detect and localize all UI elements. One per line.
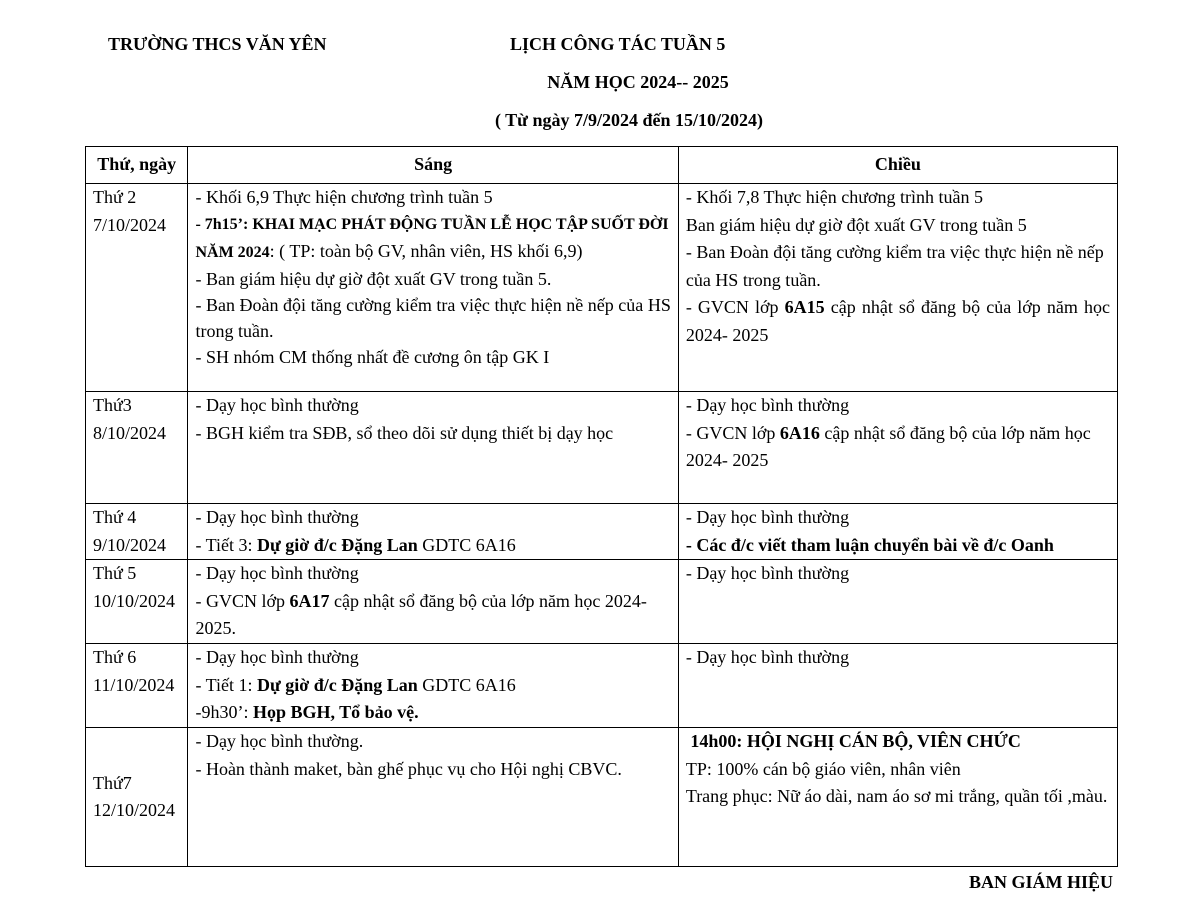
afternoon-item [686, 294, 1110, 349]
event-detail: : ( TP: toàn bộ GV, nhân viên, HS khối 6,9) [269, 241, 583, 261]
afternoon-cell [678, 560, 1117, 644]
school-name: TRƯỜNG THCS VĂN YÊN [108, 34, 327, 54]
morning-cell [188, 560, 678, 644]
afternoon-item: - Dạy học bình thường [685, 647, 850, 667]
date-range: ( Từ ngày 7/9/2024 đến 15/10/2024) [495, 110, 763, 130]
morning-cell [188, 504, 678, 560]
day-date: 11/10/2024 [93, 674, 175, 695]
morning-item [195, 699, 670, 727]
morning-item: - Dạy học bình thường [195, 507, 359, 527]
day-cell [86, 504, 188, 560]
day-date: 12/10/2024 [93, 800, 176, 820]
day-label: Thứ 2 [93, 187, 137, 207]
header-afternoon: Chiều [678, 147, 1117, 184]
afternoon-item: - Ban Đoàn đội tăng cường kiểm tra việc thực hiện nề nếp của HS trong tuần. [685, 242, 1104, 290]
afternoon-item: - Dạy học bình thường [685, 395, 850, 415]
morning-cell [188, 184, 678, 392]
afternoon-item: Trang phục: Nữ áo dài, nam áo sơ mi trắng, quần tối ,màu. [685, 786, 1108, 806]
document-title: LỊCH CÔNG TÁC TUẦN 5 [510, 34, 726, 54]
morning-item: - Dạy học bình thường [195, 647, 359, 667]
item-text: - GVCN lớp [685, 422, 780, 443]
table-row [86, 644, 1118, 728]
day-cell [86, 392, 188, 504]
table-row [86, 392, 1118, 504]
day-cell [86, 728, 188, 867]
day-date: 7/10/2024 [93, 214, 167, 235]
morning-item: - Hoàn thành maket, bàn ghế phục vụ cho Hội nghị CBVC. [195, 758, 622, 779]
afternoon-item: - Các đ/c viết tham luận chuyển bài về đ/c Oanh [685, 534, 1054, 555]
item-text: cập nhật sổ đăng bộ của lớp năm học 2024- 2025 [685, 422, 1091, 470]
item-text: -9h30’: [195, 702, 253, 722]
afternoon-cell [678, 728, 1117, 867]
afternoon-item: - Khối 7,8 Thực hiện chương trình tuần 5 [685, 187, 983, 207]
afternoon-item: - Dạy học bình thường [685, 563, 850, 583]
morning-item: - Dạy học bình thường [195, 395, 359, 415]
class-code: 6A16 [779, 422, 820, 443]
event-title: - 7h15’: KHAI MẠC PHÁT ĐỘNG TUẦN LỄ HỌC TẬP SUỐT ĐỜI NĂM 2024 [195, 216, 669, 261]
table-row [86, 560, 1118, 644]
day-date: 8/10/2024 [93, 422, 167, 443]
morning-item [195, 588, 670, 643]
class-code: 6A17 [289, 590, 330, 611]
item-text: - GVCN lớp [685, 297, 785, 317]
day-label: Thứ3 [93, 395, 132, 415]
day-cell [86, 560, 188, 644]
afternoon-item [686, 420, 1110, 475]
signature-block: BAN GIÁM HIỆU [968, 872, 1113, 892]
item-text: GDTC 6A16 [417, 674, 516, 695]
day-cell [86, 644, 188, 728]
morning-item [195, 210, 670, 266]
meeting-note: Họp BGH, Tổ bảo vệ. [252, 702, 419, 722]
day-date: 10/10/2024 [93, 590, 176, 611]
school-year: NĂM HỌC 2024-- 2025 [547, 72, 729, 92]
conference-title: 14h00: HỘI NGHỊ CÁN BỘ, VIÊN CHỨC [685, 731, 1021, 751]
item-text: cập nhật sổ đăng bộ của lớp năm học 2024- 2025. [195, 590, 647, 638]
morning-item: - Ban Đoàn đội tăng cường kiểm tra việc thực hiện nề nếp của HS trong tuần. [195, 295, 671, 341]
morning-cell [188, 392, 678, 504]
day-date: 9/10/2024 [93, 534, 167, 555]
morning-item: - Khối 6,9 Thực hiện chương trình tuần 5 [195, 187, 493, 207]
table-row [86, 728, 1118, 867]
morning-item: - BGH kiểm tra SĐB, sổ theo dõi sử dụng thiết bị dạy học [195, 422, 614, 443]
item-text: cập nhật sổ đăng bộ của lớp năm học 2024- 2025 [685, 297, 1110, 345]
item-text: GDTC 6A16 [417, 534, 516, 555]
morning-item [195, 672, 670, 700]
schedule-table [85, 146, 1118, 867]
header-day: Thứ, ngày [86, 147, 188, 184]
day-label: Thứ 6 [93, 647, 137, 667]
afternoon-cell [678, 504, 1117, 560]
day-cell [86, 184, 188, 392]
day-label: Thứ 5 [93, 563, 137, 583]
afternoon-item: Ban giám hiệu dự giờ đột xuất GV trong tuần 5 [685, 214, 1027, 235]
observation-note: Dự giờ đ/c Đặng Lan [256, 534, 418, 555]
morning-cell [188, 728, 678, 867]
morning-item [195, 532, 670, 560]
table-row [86, 184, 1118, 392]
item-text: - Tiết 3: [195, 534, 257, 555]
morning-item: - Dạy học bình thường. [195, 731, 364, 751]
afternoon-cell [678, 184, 1117, 392]
morning-item: - Ban giám hiệu dự giờ đột xuất GV trong tuần 5. [195, 269, 552, 289]
item-text: - GVCN lớp [195, 590, 290, 611]
table-header-row [86, 147, 1118, 184]
morning-cell [188, 644, 678, 728]
table-row [86, 504, 1118, 560]
day-label: Thứ 4 [93, 507, 137, 527]
afternoon-item: - Dạy học bình thường [685, 507, 850, 527]
afternoon-cell [678, 644, 1117, 728]
morning-item: - Dạy học bình thường [195, 563, 359, 583]
header-morning: Sáng [188, 147, 678, 184]
observation-note: Dự giờ đ/c Đặng Lan [256, 674, 418, 695]
class-code: 6A15 [784, 297, 825, 317]
day-label: Thứ7 [93, 772, 132, 793]
afternoon-cell [678, 392, 1117, 504]
morning-item: - SH nhóm CM thống nhất đề cương ôn tập GK I [195, 347, 550, 367]
item-text: - Tiết 1: [195, 674, 257, 695]
afternoon-item: TP: 100% cán bộ giáo viên, nhân viên [685, 758, 961, 779]
